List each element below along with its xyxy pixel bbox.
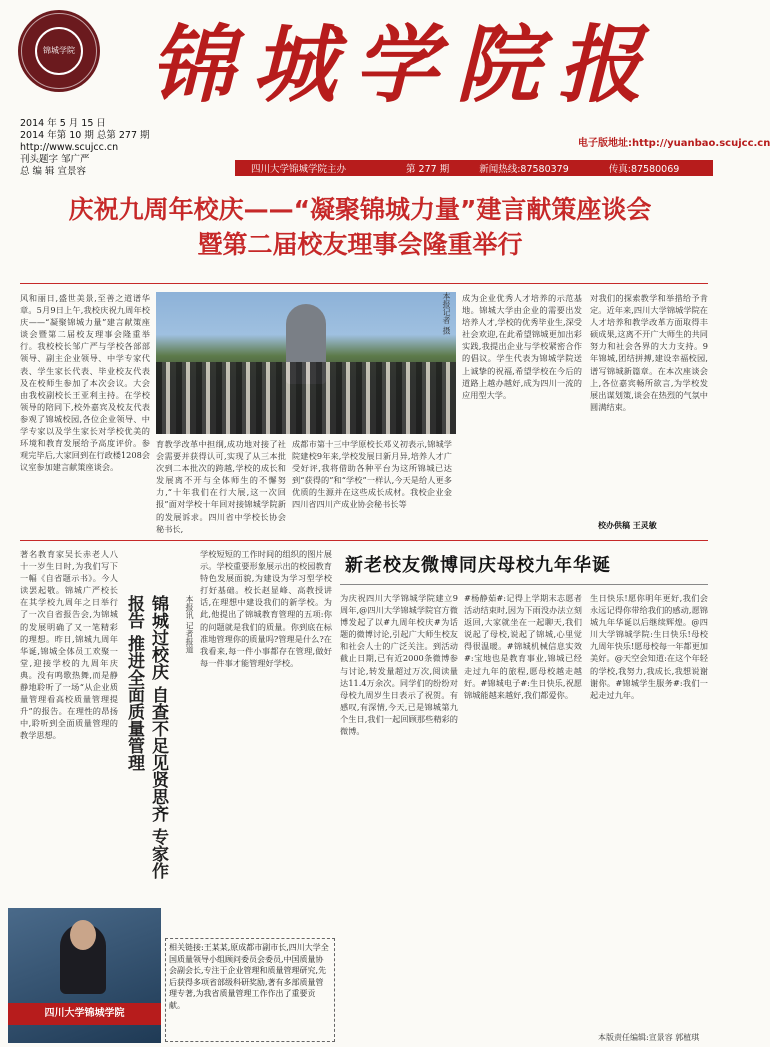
article2-column-1: 著名教育家吴长赤老人八十一岁生日时,为我们写下一幅《自省题示书》。今人读罢起敬。锦城广严校长在其学校九周年之日举行了一次自省报告会,为锦城的发展明确了又一笔精彩的理想。昨日,锦城九周年华诞,锦城全体员工欢聚一堂,迎接学校的九周年庆典。没有鸣歌热舞,而是静静地聆听了一场“从企业质量管理看高校质量管理提升”的报告。在理性的昂扬中,聆听到全面质量管理的教学思想。 — [20, 549, 118, 741]
article1-column-1: 风和丽日,盛世美景,至善之道谱华章。5月9日上午,我校庆祝九周年校庆——“凝聚锦城力量”建言献策座谈会暨第二届校友理事会隆重举行。我校校长邹广严与学校各部部领导、副主企业领导、中学专家代表、学生家长代表、毕业校友代表及在校师生参加了本次会议。大会由我校副校长王亚利主持。在学校领导的陪同下,校外嘉宾及校友代表参观了锦城校园,各位企业领导、中学专家以及学生家长对学校优美的环境和教育发展给予高度评价。参观完毕后,大家回到在行政楼1208会议室参加建言献策座谈会。 — [20, 293, 150, 473]
main-headline — [0, 192, 720, 262]
website-link[interactable]: http://www.scujcc.cn — [20, 142, 119, 153]
chief-editor: 总 编 辑 宣景容 — [20, 166, 87, 177]
info-bar — [235, 160, 713, 176]
section-divider — [20, 540, 708, 541]
crowd-image — [156, 362, 456, 434]
fax-label: 传真:87580069 — [608, 164, 680, 175]
photo-caption: 本报记者 摄 — [442, 292, 451, 335]
hotline-label: 新闻热线:87580379 — [479, 164, 569, 175]
related-link-box: 相关链接:王某某,原成都市副市长,四川大学全国质量领导小组顾问委员会委员,中国质量协会副会长,专注于企业管理和质量管理研究,先后获得多项省部级科研奖励,著有多部质量管理专著,为我省质量管理工作作出了重要贡献。 — [165, 938, 335, 1042]
weibo-column-1: 为庆祝四川大学锦城学院建立9周年,@四川大学锦城学院官方微博发起了以#九周年校庆#为话题的微博讨论,引起广大师生校友和社会人士的广泛关注。到活动截止日期,已有近2000条微博参与讨论,转发量超过万次,阅读量达11.4万余次。同学们的纷纷对母校九周岁生日表示了祝贺。有感叹,有深情,今天,已是锦城第九个生日,我们一起回顾那些精彩的微博。 — [340, 593, 458, 737]
issue-number: 2014 年第 10 期 总第 277 期 — [20, 130, 150, 141]
e-edition-link[interactable]: 电子版地址:http://yuanbao.scujcc.cn — [578, 138, 770, 149]
photo-banner: 四川大学锦城学院 — [8, 1003, 161, 1025]
issue-label: 第 277 期 — [406, 164, 450, 175]
issue-date: 2014 年 5 月 15 日 — [20, 118, 106, 129]
seal-text: 锦城学院 — [35, 27, 83, 75]
title-calligrapher: 刊头题字 邹广严 — [20, 154, 90, 165]
host-label: 四川大学锦城学院主办 — [251, 164, 347, 175]
headline-line-2: 暨第二届校友理事会隆重举行 — [197, 230, 523, 259]
sub-headline-rule — [340, 584, 708, 585]
school-seal-logo — [18, 10, 100, 92]
vertical-title-1: 锦城过校庆 自查不足见贤思齐 — [148, 595, 168, 822]
headline-divider — [20, 283, 708, 284]
article2-vertical-title — [120, 595, 170, 895]
vertical-title-2: 专家作报告 推进全面质量管理 — [124, 595, 168, 879]
article1-column-3: 成都市第十三中学原校长邓义初表示,锦城学院建校9年来,学校发展日新月异,培养人才广受好评,我将借助各种平台为这所锦城已达到“获得的”和“学校”一样认,今天是给人更多优质的生源并在这些成长成材。我校企业金四川省四川产成业协会秘书长等 — [292, 439, 452, 510]
weibo-column-3: 生日快乐!愿你明年更好,我们会永远记得你带给我们的感动,愿锦城九年华诞以后继续辉煌。@四川大学锦城学院:生日快乐!母校九周年快乐!愿母校每一年都更加美好。@天空会知道:在这个年轻的学校,我努力,我成长,我想说谢谢你。#锦城学生服务#:我们一起走过九年。 — [590, 593, 708, 700]
sub-headline: 新老校友微博同庆母校九年华诞 — [345, 555, 611, 576]
article1-signature: 校办供稿 王灵敏 — [598, 520, 657, 530]
article1-column-4: 成为企业优秀人才培养的示范基地。锦城大学由企业的需要出发培养人才,学校的优秀毕业生,深受社会欢迎,在此希望锦城更加出彩实践,我提出企业与学校紧密合作的倡议。学生代表为锦城学院送上诚挚的祝福,希望学校在今后的道路上越办越好,成为四川一流的应用型大学。 — [462, 293, 582, 400]
article1-column-2: 育教学改革中担纲,成功地对接了社会需要并获得认可,实现了从三本批次到二本批次的跨越,学校的成长和发展离不开与全体师生的不懈努力,“十年我们在行大展,这一次回报”面对学校十年回对接锦城学院新的发展诉求。四川省中学校长协会秘书长, — [156, 439, 286, 534]
newspaper-title: 锦城学院报 — [150, 15, 661, 114]
article1-column-5: 对我们的探索教学和举措给予肯定。近年来,四川大学锦城学院在人才培养和教学改革方面取得丰硕成果,这离不开广大师生的共同努力和社会各界的大力支持。9年锦城,团结拼搏,建设幸福校园,谱写锦城新篇章。在本次座谈会上,各位嘉宾畅所欲言,为学校发展出谋划策,谈会在热烈的气氛中圆满结束。 — [590, 293, 708, 412]
speaker-photo — [8, 908, 161, 1043]
headline-line-1: 庆祝九周年校庆——“凝聚锦城力量”建言献策座谈会 — [68, 195, 652, 224]
article2-byline: 本报讯 记者报道 — [185, 595, 194, 654]
article2-column-2: 学校短短的工作时间的组织的图片展示。学校重要形象展示出的校园教育特色发展面貌,为建设为学习型学校打好基础。校长赵显峰、高教授讲话,在理想中建设我们的新学校。为此,他提出了锦城教育管理的五项:你的问题就是我们的质量。你到底在标准地管理你的质量吗?管理是什么?在我看来,每一件小事都存在管理,做好每一件事才能管理好学校。 — [200, 549, 332, 668]
speaker-face — [70, 920, 96, 950]
weibo-column-2: #杨静茹#:记得上学期末志愿者活动结束时,因为下雨没办法立刻返回,大家就坐在一起聊天,我们说起了母校,说起了锦城,心里觉得很温暖。#锦城机械信息实效#:宝地也是教育事业,锦城已经走过九年的旅程,愿母校越走越好。#锦城电子#:生日快乐,祝愿锦城能越来越好,我们都爱你。 — [464, 593, 582, 700]
issue-info — [20, 118, 170, 178]
page-editor: 本版责任编辑:宣景容 郭植琪 — [598, 1033, 700, 1042]
group-photo — [156, 292, 456, 434]
